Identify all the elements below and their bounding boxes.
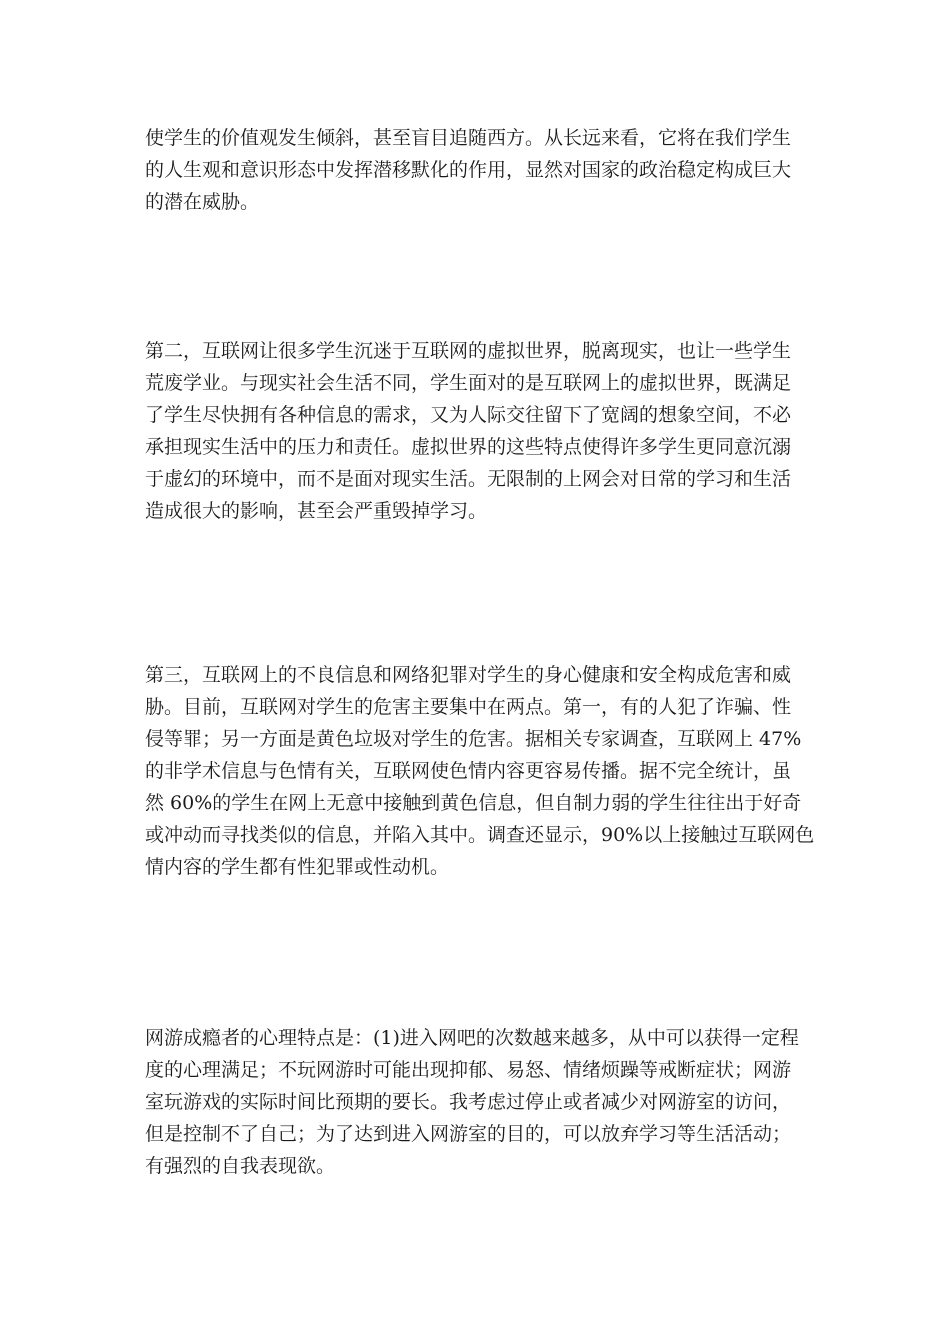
paragraph-line: 了学生尽快拥有各种信息的需求，又为人际交往留下了宽阔的想象空间，不必 bbox=[145, 404, 792, 426]
paragraph-line: 第三，互联网上的不良信息和网络犯罪对学生的身心健康和安全构成危害和威 bbox=[145, 664, 792, 686]
paragraph-line: 造成很大的影响，甚至会严重毁掉学习。 bbox=[145, 500, 488, 522]
paragraph-line: 第二，互联网让很多学生沉迷于互联网的虚拟世界，脱离现实，也让一些学生 bbox=[145, 340, 792, 362]
paragraph-line: 然 60%的学生在网上无意中接触到黄色信息，但自制力弱的学生往往出于好奇 bbox=[145, 792, 802, 814]
paragraph-third-point bbox=[145, 659, 820, 883]
paragraph-line: 的潜在威胁。 bbox=[145, 191, 260, 213]
paragraph-line: 的非学术信息与色情有关，互联网使色情内容更容易传播。据不完全统计，虽 bbox=[145, 760, 792, 782]
paragraph-line: 网游成瘾者的心理特点是：(1)进入网吧的次数越来越多，从中可以获得一定程 bbox=[145, 1027, 799, 1049]
paragraph-gaming-addiction bbox=[145, 1022, 820, 1182]
paragraph-line: 室玩游戏的实际时间比预期的要长。我考虑过停止或者减少对网游室的访问， bbox=[145, 1091, 792, 1113]
paragraph-second-point bbox=[145, 335, 820, 527]
paragraph-line: 的人生观和意识形态中发挥潜移默化的作用，显然对国家的政治稳定构成巨大 bbox=[145, 159, 792, 181]
paragraph-value-shift bbox=[145, 122, 820, 218]
paragraph-line: 或冲动而寻找类似的信息，并陷入其中。调查还显示，90%以上接触过互联网色 bbox=[145, 824, 815, 846]
paragraph-line: 情内容的学生都有性犯罪或性动机。 bbox=[145, 856, 450, 878]
paragraph-line: 但是控制不了自己；为了达到进入网游室的目的，可以放弃学习等生活活动； bbox=[145, 1123, 792, 1145]
paragraph-line: 承担现实生活中的压力和责任。虚拟世界的这些特点使得许多学生更同意沉溺 bbox=[145, 436, 792, 458]
paragraph-line: 度的心理满足；不玩网游时可能出现抑郁、易怒、情绪烦躁等戒断症状；网游 bbox=[145, 1059, 792, 1081]
paragraph-line: 有强烈的自我表现欲。 bbox=[145, 1155, 336, 1177]
paragraph-line: 侵等罪；另一方面是黄色垃圾对学生的危害。据相关专家调查，互联网上 47% bbox=[145, 728, 802, 750]
paragraph-line: 胁。目前，互联网对学生的危害主要集中在两点。第一，有的人犯了诈骗、性 bbox=[145, 696, 792, 718]
paragraph-line: 于虚幻的环境中，而不是面对现实生活。无限制的上网会对日常的学习和生活 bbox=[145, 468, 792, 490]
paragraph-line: 使学生的价值观发生倾斜，甚至盲目追随西方。从长远来看，它将在我们学生 bbox=[145, 127, 792, 149]
paragraph-line: 荒废学业。与现实社会生活不同，学生面对的是互联网上的虚拟世界，既满足 bbox=[145, 372, 792, 394]
